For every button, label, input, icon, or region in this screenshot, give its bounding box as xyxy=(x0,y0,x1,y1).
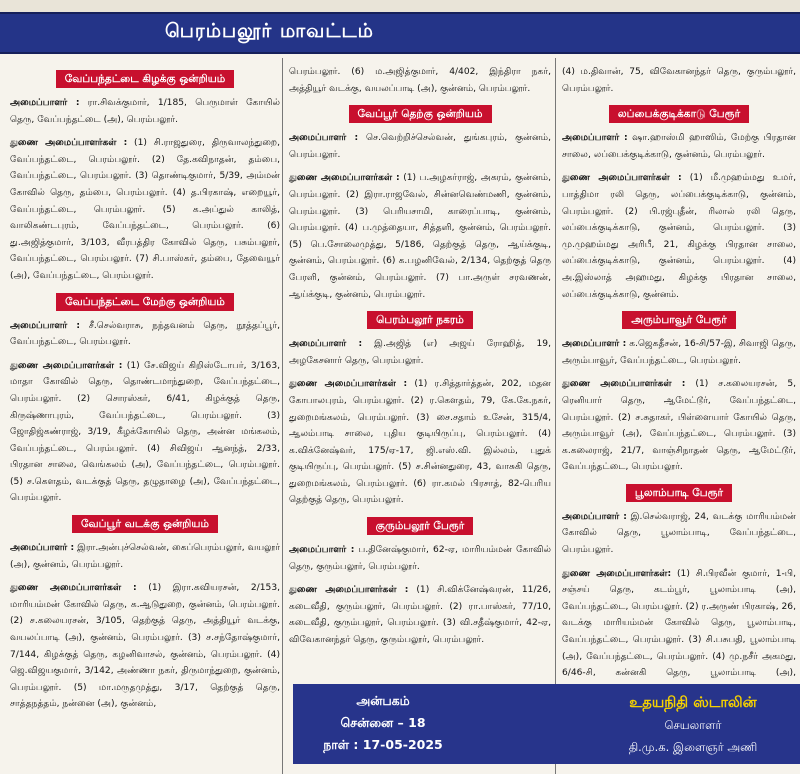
banner-title: பெரம்பலூர் மாவட்டம் xyxy=(165,20,374,42)
section-heading: அரும்பாவூர் பேரூர் xyxy=(622,311,736,329)
section-heading: வேப்பந்தட்டை மேற்கு ஒன்றியம் xyxy=(56,293,234,311)
section-heading: பெரம்பலூர் நகரம் xyxy=(367,311,473,329)
entry-label: அமைப்பாளர் : xyxy=(562,511,627,522)
entry-text: ஷா.ஹாஸ்மி ஹாஸிம், மேற்கு பிரதான சாலை, லப்பைக்குடிக்காடு, குன்னம், பெரம்பலூர். xyxy=(562,133,796,160)
column-2 xyxy=(289,64,551,656)
organizer-entry xyxy=(289,130,551,163)
signatory xyxy=(598,692,788,758)
section-heading: குரும்பலூர் பேரூர் xyxy=(367,517,474,535)
entry-label: அமைப்பாளர் : xyxy=(289,339,363,350)
entry-label: அமைப்பாளர் : xyxy=(289,133,359,144)
deputy-organizers-entry xyxy=(562,566,796,699)
issue-office: அன்பகம் xyxy=(356,693,410,708)
entry-text: செ.வெற்றிச்செல்வன், துங்கபுரம், குன்னம், பெரம்பலூர். xyxy=(289,133,551,160)
entry-text: (1) சி.பிரவீன் குமார், 1-பி, சஞ்சய் தெரு, கடம்பூர், பூலாம்பாடி (அ), வேப்பந்தட்டை, பெரம்பலூர். (2) ர.அருண் பிரகாஷ், 26, வடக்கு மாரியம்மன் கோவில் தெரு, பூலாம்பாடி, வேப்பந்தட்டை, பெரம்பலூர். (3) சி.பசுபதி, பூலாம்பாடி (அ), வேப்பந்தட்டை, பெரம்பலூர். (4) மு.நசீர் அகமது, 6/46-சி, கன்னகி தெரு, பூலாம்பாடி (அ), xyxy=(562,568,796,679)
deputy-organizers-entry xyxy=(10,135,280,284)
organizer-entry xyxy=(10,318,280,351)
deputy-organizers-entry xyxy=(289,170,551,303)
organizer-entry xyxy=(289,542,551,575)
issue-place-date xyxy=(293,690,473,756)
entry-label: துணை அமைப்பாளர்கள் : xyxy=(10,138,128,149)
organizer-entry xyxy=(10,95,280,128)
issue-date: நாள் : 17-05-2025 xyxy=(323,737,443,752)
deputy-organizers-entry xyxy=(289,582,551,648)
organizer-entry xyxy=(562,130,796,163)
deputy-organizers-entry xyxy=(289,376,551,509)
continued-entry: பெரம்பலூர். (6) ம.அஜித்குமார், 4/402, இந்திரா நகர், அத்தியூர் வடக்கு, வயலப்பாடி (அ), குன்னம், பெரம்பலூர். xyxy=(289,67,551,94)
entry-label: அமைப்பாளர் : xyxy=(10,98,80,108)
entry-label: துணை அமைப்பாளர்கள் : xyxy=(289,379,408,390)
signatory-name: உதயநிதி ஸ்டாலின் xyxy=(629,695,757,711)
section-heading: வேப்பந்தட்டை கிழக்கு ஒன்றியம் xyxy=(56,70,235,88)
section-heading: லப்பைக்குடிக்காடு பேரூர் xyxy=(609,105,749,123)
continued-entry: (4) ம.திவான், 75, விவேகானந்தர் தெரு, குரும்பலூர், பெரம்பலூர். xyxy=(562,67,796,94)
entry-label: துணை அமைப்பாளர்கள் : xyxy=(289,173,400,184)
entry-text: க.ஜெகதீசன், 16-சி/57-இ, சிவாஜி தெரு, அரும்பாவூர், வேப்பந்தட்டை, பெரம்பலூர். xyxy=(562,339,797,366)
entry-text: (1) ர.சித்தார்த்தன், 202, மதன கோபாலபுரம், பெரம்பலூர். (2) ர.கௌதம், 79, கே.கே.நகர், துறைமங்கலம், பெரம்பலூர். (3) சை.சதாம் உசேன், 315/4, ஆலம்பாடி சாலை, புதிய குடியிருப்பு, பெரம்பலூர். (4) க.விக்னேஷ்வர், 175/ஏ-17, ஜி.எஸ்.வி. இல்லம், புதுக் குடியிருப்பு, பெரம்பலூர். (5) ச.சின்னதுரை, 43, வாசுகி தெரு, துறைமங்கலம், பெரம்பலூர். (6) ரா.கமல் பிரசாத், 82-பெரிய தெற்குத் தெரு, பெரம்பலூர். xyxy=(289,379,551,506)
entry-text: (1) சே.விஜய் கிறிஸ்டோபர், 3/163, மாதா கோவில் தெரு, தொண்டமாந்துறை, வேப்பந்தட்டை, பெரம்பலூர். (2) சொரஸ்கர், 6/41, கிழக்குத் தெரு, கிருஷ்ணாபுரம், வேப்பந்தட்டை, பெரம்பலூர். (3) ஜோதிஜ்கண்ராஜ், 3/19, கீழக்கோயில் தெரு, அன்ன மங்கலம், வேப்பந்தட்டை, பெரம்பலூர். (4) சிவிஜய் ஆனந்த், 2/33, பிரதான சாலை, வெங்கலம் (அ), வேப்பந்தட்டை, பெரம்பலூர். (5) ச.கௌதம், வடக்குத் தெரு, தழுதாழை (அ), வேப்பந்தட்டை, பெரம்பலூர். xyxy=(10,360,280,504)
entry-text: இ.அஜித் (எ) அஜய் ரோஹித், 19, அழகேசனார் தெரு, பெரம்பலூர். xyxy=(289,339,551,366)
signatory-wing: தி.மு.க. இளைஞர் அணி xyxy=(628,740,758,754)
column-3 xyxy=(562,64,796,705)
organizer-entry xyxy=(562,336,796,369)
entry-label: துணை அமைப்பாளர்கள் : xyxy=(562,173,682,184)
entry-label: அமைப்பாளர் : xyxy=(562,133,628,144)
deputy-organizers-entry xyxy=(10,580,280,713)
column-1 xyxy=(10,64,280,720)
entry-label: அமைப்பாளர் : xyxy=(562,339,627,350)
entry-text: இரா.அன்புச்செல்வன், கைப்பெரம்பலூர், வயலூர் (அ), குன்னம், பெரம்பலூர். xyxy=(10,543,281,570)
entry-text: (1) இரா.கவியரசன், 2/153, மாரியம்மன் கோவில் தெரு, க.ஆடுதுறை, குன்னம், பெரம்பலூர். (2) ச.கலையரசன், 3/105, தெற்குத் தெரு, அத்தியூர் வடக்கு, வயலப்பாடி (அ), குன்னம், பெரம்பலூர். (3) ச.சந்தோஷ்குமார், 7/144, கிழக்குத் தெரு, கழனிவாசல், குன்னம், பெரம்பலூர். (4) ஜெ.விஜயகுமார், 3/142, அண்ணா நகர், திருமாந்துறை, குன்னம், பெரம்பலூர். (5) மா.மருதமுத்து, 3/17, தெற்குத் தெரு, சாத்தநத்தம், நன்னை (அ), குன்னம், xyxy=(10,583,280,710)
entry-label: அமைப்பாளர் : xyxy=(10,543,75,554)
column-divider xyxy=(555,58,556,774)
signature-box xyxy=(293,684,800,764)
signatory-role: செயலாளர் xyxy=(664,718,722,732)
entry-text: (1) ப.அழகர்ராஜ், அகரம், குன்னம், பெரம்பலூர். (2) இரா.ராஜவேல், சின்னவெண்மணி, குன்னம், பெரம்பலூர். (3) பெரியசாமி, காரைப்பாடி, குன்னம், பெரம்பலூர். (4) ப.முத்தையா, சித்தளி, குன்னம், பெரம்பலூர். (5) பெ.சோலைமுத்து, 5/186, தெற்குத் தெரு, ஆய்க்குடி, குன்னம், பெரம்பலூர். (6) க.பழனிவேல், 2/134, தெற்குத் தெரு பேரளி, குன்னம், பெரம்பலூர். (7) பா.அருள் சரவணன், ஆய்க்குடி, குன்னம், பெரம்பலூர். xyxy=(289,173,551,300)
entry-label: துணை அமைப்பாளர்கள் : xyxy=(10,360,123,371)
entry-text: (1) ச.கலையரசன், 5, ரெனியார் தெரு, ஆமேட்டூர், வேப்பந்தட்டை, பெரம்பலூர். (2) ச.சுதாகர், பிள்ளையார் கோயில் தெரு, அரும்பாவூர் (அ), வேப்பந்தட்டை, பெரம்பலூர். (3) க.கலைராஜ், 21/7, வாஞ்சிநாதன் தெரு, ஆமேட்டூர், வேப்பந்தட்டை, பெரம்பலூர். xyxy=(562,379,796,473)
entry-label: அமைப்பாளர் : xyxy=(10,320,80,331)
issue-city: சென்னை – 18 xyxy=(340,715,426,730)
entry-text: (1) சி.விக்னேஷ்வரன், 11/26, கடைவீதி, குரும்பலூர், பெரம்பலூர். (2) ரா.பாஸ்கர், 77/10, கடைவீதி, குரும்பலூர், பெரம்பலூர். (3) வி.சதீஷ்குமார், 42-ஏ, விவேகானந்தர் தெரு, குரும்பலூர், பெரம்பலூர். xyxy=(289,585,551,646)
organizer-entry xyxy=(10,540,280,573)
section-heading: பூலாம்பாடி பேரூர் xyxy=(626,484,732,502)
deputy-organizers-entry xyxy=(10,358,280,507)
section-heading: வேப்பூர் வடக்கு ஒன்றியம் xyxy=(72,515,218,533)
entry-text: இ.செல்வராஜ், 24, வடக்கு மாரியம்மன் கோவில் தெரு, பூலாம்பாடி, வேப்பந்தட்டை, பெரம்பலூர். xyxy=(562,511,796,556)
section-heading: வேப்பூர் தெற்கு ஒன்றியம் xyxy=(349,105,492,123)
entry-text: (1) சி.ராஜதுரை, திருவாலந்துறை, வேப்பந்தட்டை, பெரம்பலூர். (2) தே.கவிநாதன், தம்பை, வேப்பந்தட்டை, பெரம்பலூர். (3) தொண்டிகுமார், 5/39, அம்மன் கோவில் தெரு, தம்பை, பெரம்பலூர். (4) த.பிரகாஷ், எறையூர், வேப்பந்தட்டை, பெரம்பலூர். (5) க.அப்துல் காலித், வாலிகண்டபுரம், வேப்பந்தட்டை, பெரம்பலூர். (6) து.அஜித்குமார், 3/103, வீரபத்திர கோவில் தெரு, பசும்பலூர், வேப்பந்தட்டை, பெரம்பலூர். (7) சி.பாஸ்கர், தம்பை, தேவையூர் (அ), வேப்பந்தட்டை, பெரம்பலூர். xyxy=(10,138,281,281)
entry-label: துணை அமைப்பாளர்கள் : xyxy=(10,583,137,594)
entry-label: துணை அமைப்பாளர்கள்: xyxy=(562,568,672,579)
entry-label: துணை அமைப்பாளர்கள் : xyxy=(289,585,409,596)
entry-label: அமைப்பாளர் : xyxy=(289,545,355,556)
entry-text: சீ.செல்வராசு, நந்தவனம் தெரு, நூத்தப்பூர், வேப்பந்தட்டை, பெரம்பலூர். xyxy=(10,320,280,348)
organizer-entry xyxy=(289,336,551,369)
deputy-organizers-entry xyxy=(562,376,796,476)
entry-text: ப.தினேஷ்குமார், 62-ஏ, மாரியம்மன் கோவில் தெரு, குரும்பலூர், பெரம்பலூர். xyxy=(289,545,552,572)
column-divider xyxy=(282,58,283,774)
entry-label: துணை அமைப்பாளர்கள் : xyxy=(562,379,686,390)
organizer-entry xyxy=(562,509,796,559)
deputy-organizers-entry xyxy=(562,170,796,303)
entry-text: ரா.சிவக்குமார், 1/185, பெருமாள் கோயில் தெரு, வேப்பந்தட்டை (அ), பெரம்பலூர். xyxy=(10,98,280,125)
top-strip xyxy=(0,0,800,12)
district-banner xyxy=(0,12,800,54)
entry-text: (1) மீ.முஹம்மது உமர், பாத்திமா ரலி தெரு, லப்பைக்குடிக்காடு, குன்னம், பெரம்பலூர். (2) பி.ரஜ்புதீன், ரிலால் ரலி தெரு, லப்பைக்குடிக்காடு, குன்னம், பெரம்பலூர். (3) மு.முஹம்மது அரிபீ, 21, கிழக்கு பிரதான சாலை, லப்பைக்குடிக்காடு, குன்னம், பெரம்பலூர். (4) அ.இஸ்லாத் அஹமது, கிழக்கு பிரதான சாலை, லப்பைக்குடிக்காடு, குன்னம். xyxy=(562,173,796,300)
